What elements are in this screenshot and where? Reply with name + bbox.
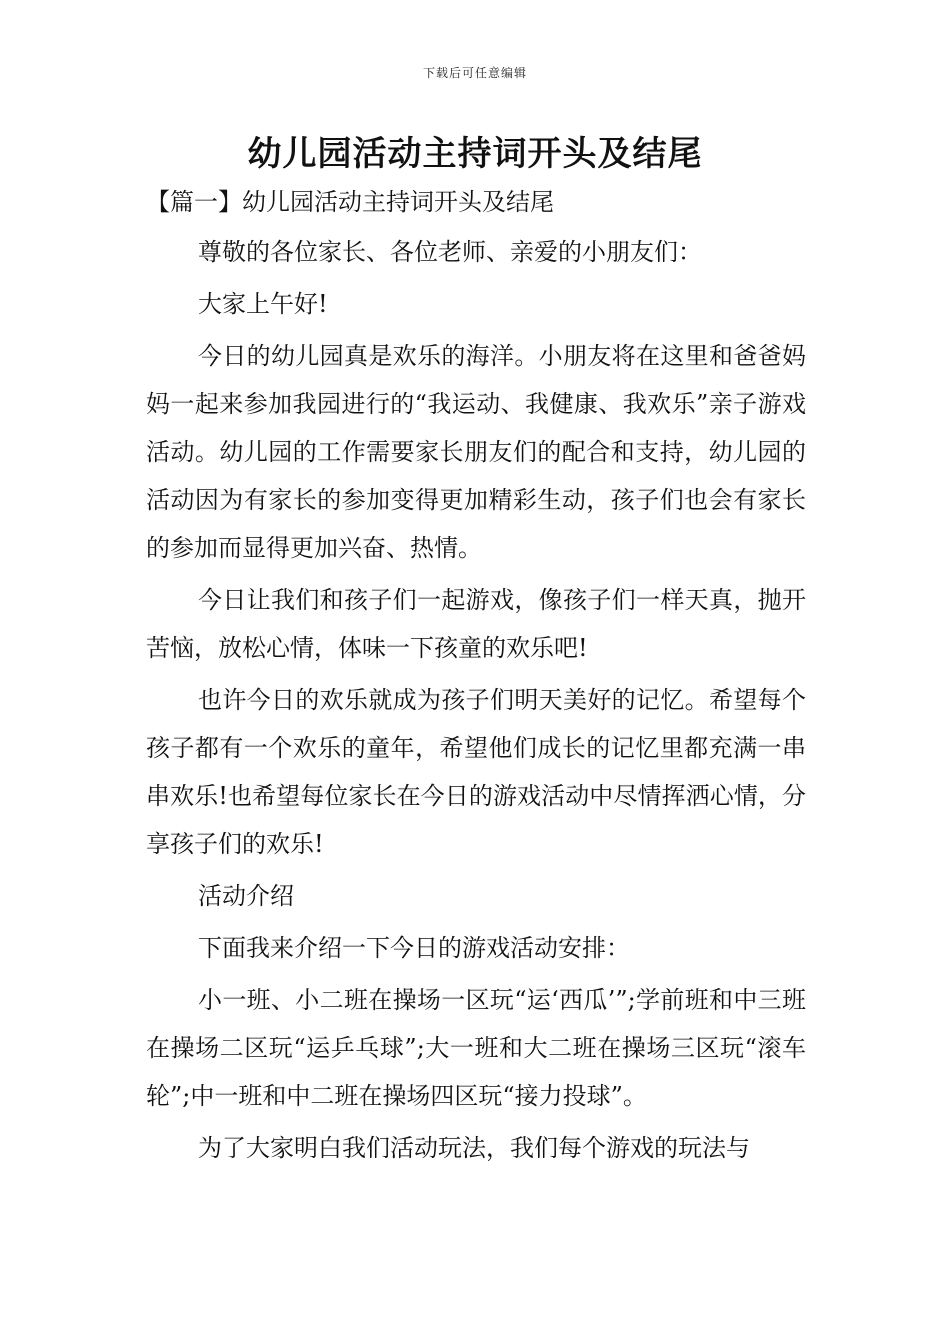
paragraph-activity-heading: 活动介绍	[198, 882, 294, 910]
paragraph-rules: 为了大家明白我们活动玩法，我们每个游戏的玩法与	[198, 1134, 750, 1162]
section-heading: 【篇一】幼儿园活动主持词开头及结尾	[146, 188, 554, 216]
document-title: 幼儿园活动主持词开头及结尾	[247, 134, 703, 174]
paragraph-greeting: 尊敬的各位家长、各位老师、亲爱的小朋友们：	[198, 238, 702, 266]
paragraph-hello: 大家上午好!	[198, 290, 328, 318]
paragraph-wishes: 也许今日的欢乐就成为孩子们明天美好的记忆。希望每个孩子都有一个欢乐的童年，希望他们成长的记忆里都充满一串串欢乐!也希望每位家长在今日的游戏活动中尽情挥洒心情，分享孩子们的欢乐!	[146, 686, 806, 858]
header-note: 下载后可任意编辑	[422, 66, 527, 80]
paragraph-intro: 今日的幼儿园真是欢乐的海洋。小朋友将在这里和爸爸妈妈一起来参加我园进行的“我运动、我健康、我欢乐”亲子游戏活动。幼儿园的工作需要家长朋友们的配合和支持，幼儿园的活动因为有家长的参加变得更加精彩生动，孩子们也会有家长的参加而显得更加兴奋、热情。	[146, 342, 806, 562]
paragraph-schedule-intro: 下面我来介绍一下今日的游戏活动安排：	[198, 934, 630, 962]
document-body	[146, 228, 806, 1172]
paragraph-schedule: 小一班、小二班在操场一区玩“运‘西瓜’”;学前班和中三班在操场二区玩“运乒乓球”;大一班和大二班在操场三区玩“滚车轮”;中一班和中二班在操场四区玩“接力投球”。	[146, 986, 806, 1110]
paragraph-play-together: 今日让我们和孩子们一起游戏，像孩子们一样天真，抛开苦恼，放松心情，体味一下孩童的欢乐吧!	[146, 586, 806, 662]
